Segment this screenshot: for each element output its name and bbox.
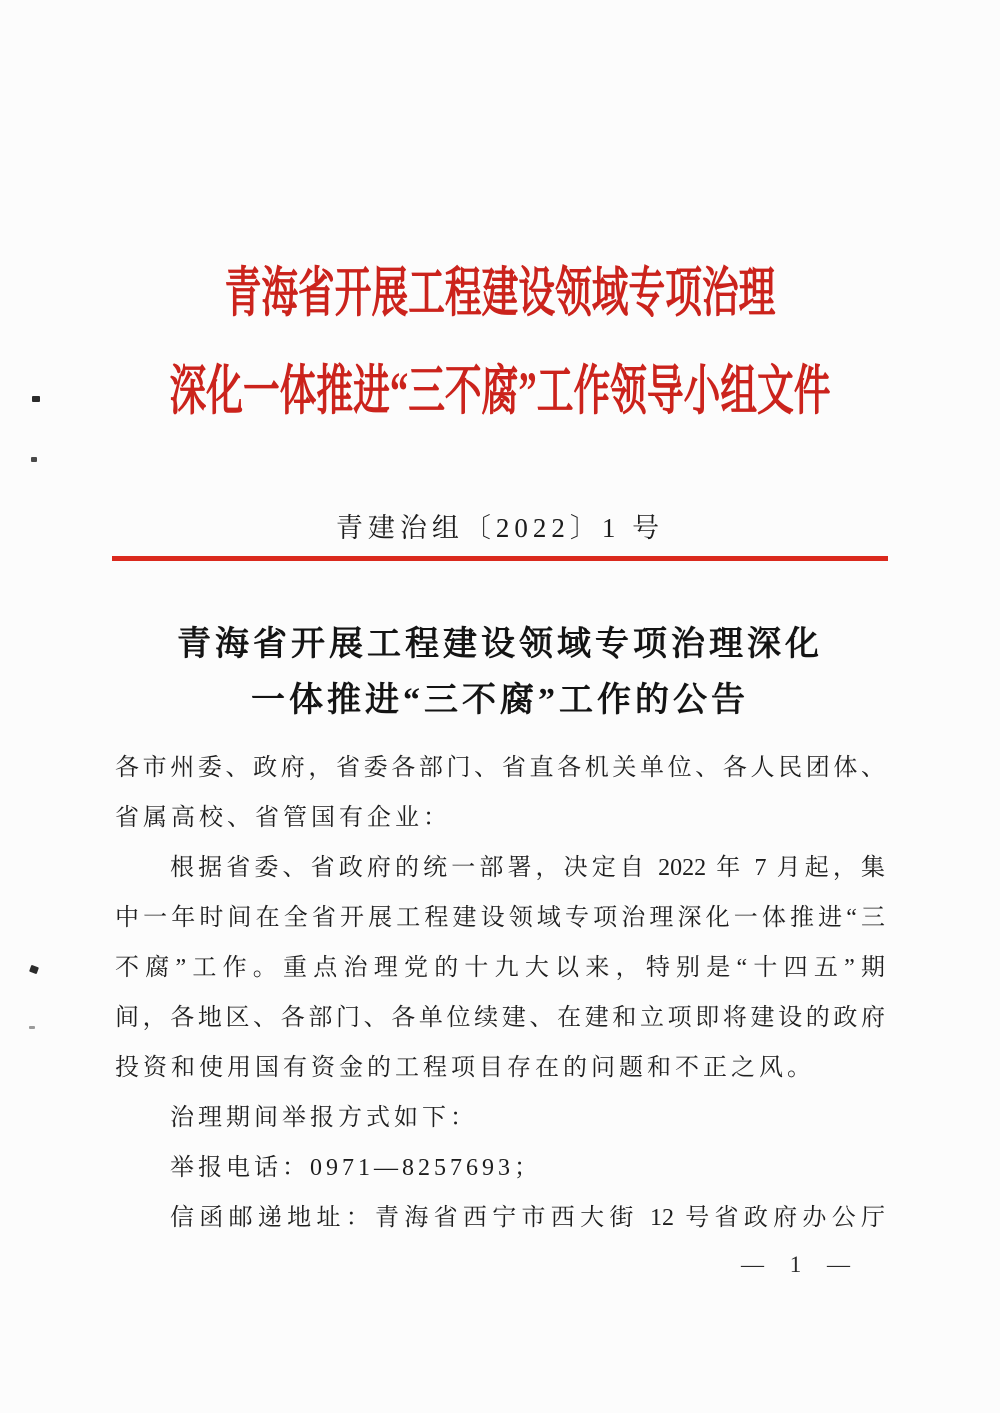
scan-speck [31,457,37,462]
body-line: 不腐”工作。重点治理党的十九大以来，特别是“十四五”期 [115,955,885,981]
body-line: 信函邮递地址：青海省西宁市西大街 12 号省政府办公厅 [170,1205,885,1231]
scan-speck [29,965,39,974]
scan-speck [29,1026,35,1029]
announcement-title-line-2: 一体推进“三不腐”工作的公告 [251,682,749,719]
scan-speck [32,396,40,402]
page-number: — 1 — [741,1252,852,1277]
red-banner-title-line-2: 深化一体推进“三不腐”工作领导小组文件 [169,361,831,421]
body-line: 举报电话：0971—8257693； [170,1155,542,1181]
body-line: 省属高校、省管国有企业： [115,805,451,831]
red-divider-rule [112,556,888,561]
body-line: 治理期间举报方式如下： [170,1105,478,1131]
red-banner-title-line-1: 青海省开展工程建设领域专项治理 [224,263,776,323]
body-line: 根据省委、省政府的统一部署，决定自 2022 年 7 月起，集 [170,855,885,881]
body-line: 中一年时间在全省开展工程建设领域专项治理深化一体推进“三 [115,905,885,931]
body-line: 间，各地区、各部门、各单位续建、在建和立项即将建设的政府 [115,1005,885,1031]
document-number: 青建治组〔2022〕1 号 [335,513,665,543]
announcement-title-line-1: 青海省开展工程建设领域专项治理深化 [177,626,823,663]
body-line: 各市州委、政府，省委各部门、省直各机关单位、各人民团体、 [115,755,885,781]
body-text-block [115,743,885,1243]
body-line: 投资和使用国有资金的工程项目存在的问题和不正之风。 [115,1055,815,1081]
